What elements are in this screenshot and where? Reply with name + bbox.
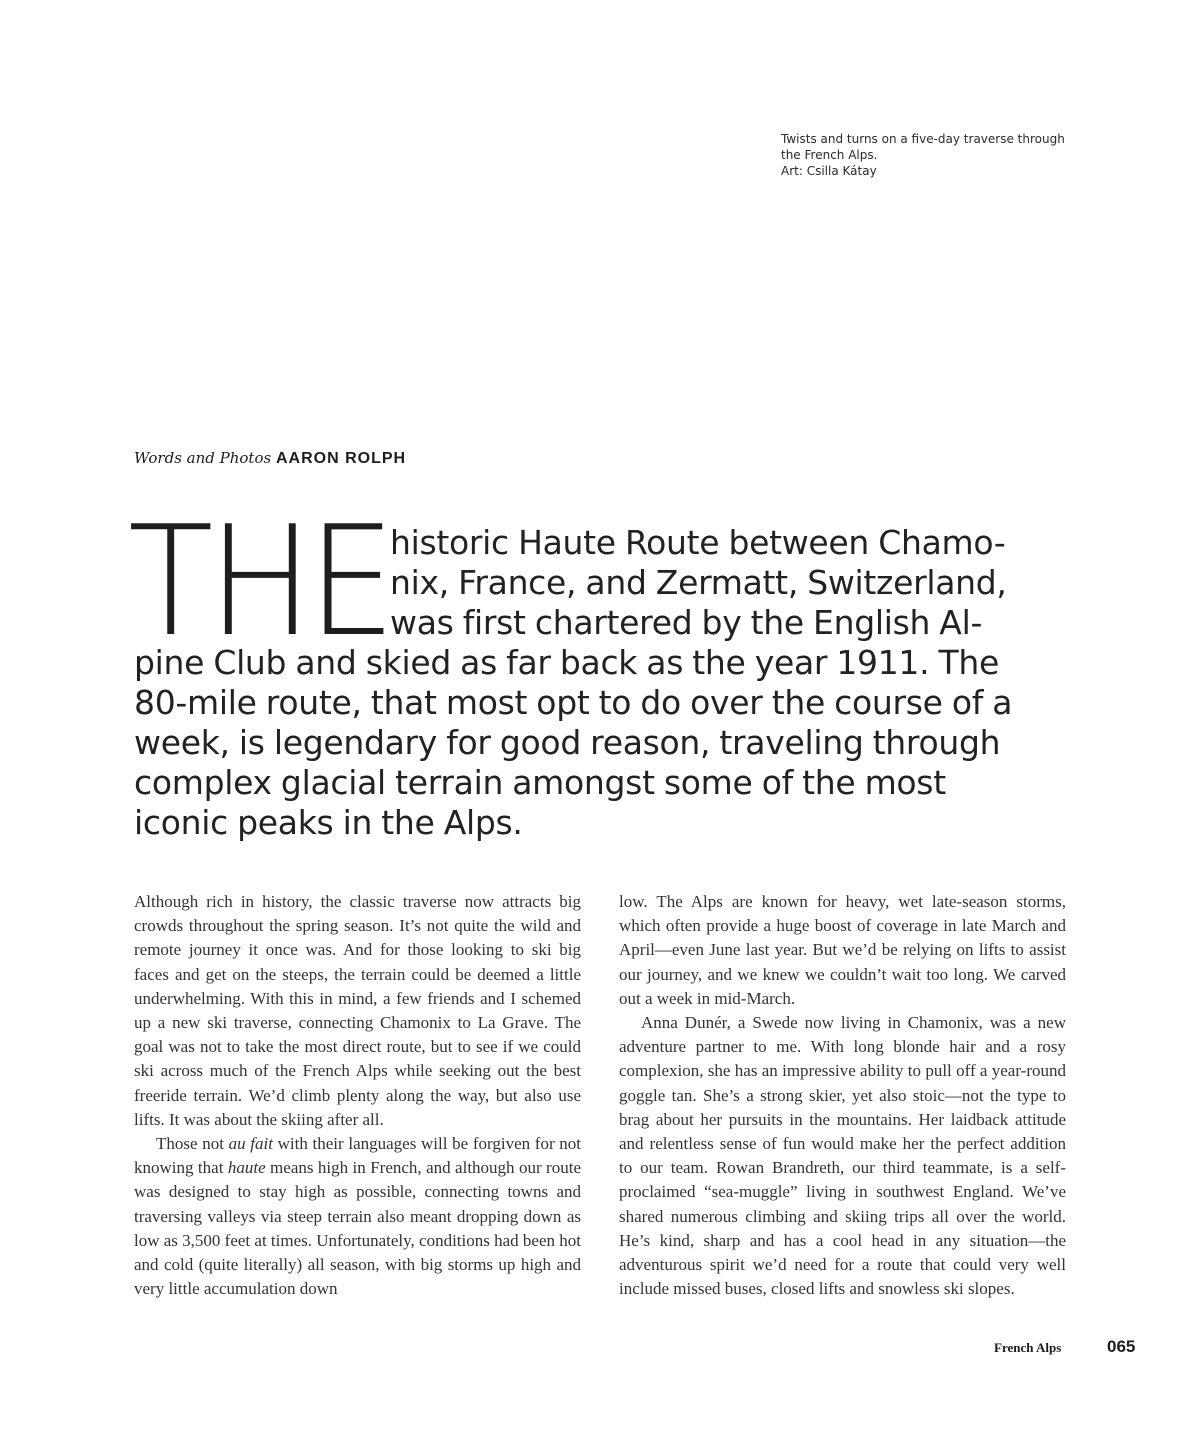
lead-line: was first chartered by the English Al- <box>390 603 983 642</box>
lead-line: complex glacial terrain amongst some of the most <box>134 763 946 802</box>
lead-line: pine Club and skied as far back as the year 1911. The <box>134 643 999 682</box>
byline-author: AARON ROLPH <box>275 450 407 467</box>
body-column-left <box>134 890 581 1301</box>
image-caption <box>781 131 1081 179</box>
page-number: 065 <box>1107 1337 1136 1356</box>
drop-cap: THE <box>128 493 391 670</box>
lead-line: iconic peaks in the Alps. <box>134 803 523 842</box>
lead-line: nix, France, and Zermatt, Switzerland, <box>390 563 1007 602</box>
lead-line: historic Haute Route between Chamo- <box>390 523 1006 562</box>
body-paragraph: Those not au fait with their languages will be forgiven for not knowing that haute means high in French, and although our route was designed to stay high as possible, connecting towns and traversing valleys via steep terrain also meant dropping down as low as 3,500 feet at times. Unfortunately, conditions had been hot and cold (quite literally) all season, with big storms up high and very little accumulation down <box>134 1134 582 1299</box>
caption-line: Twists and turns on a five-day traverse through <box>781 132 1065 146</box>
body-paragraph: Although rich in history, the classic traverse now attracts big crowds throughout the spring season. It’s not quite the wild and remote journey it once was. And for those looking to ski big faces and get on the steeps, the terrain could be deemed a little underwhelming. With this in mind, a few friends and I schemed up a new ski traverse, connecting Chamonix to La Grave. The goal was not to take the most direct route, but to see if we could ski across much of the French Alps while seeking out the best freeride terrain. We’d climb plenty along the way, but also use lifts. It was about the skiing after all. <box>134 892 581 1129</box>
lead-line: week, is legendary for good reason, traveling through <box>134 723 1001 762</box>
byline-prefix: Words and Photos <box>134 449 272 467</box>
byline <box>134 449 406 468</box>
body-paragraph: low. The Alps are known for heavy, wet late-season storms, which often provide a huge boost of coverage in late March and April—even June last year. But we’d be relying on lifts to assist our journey, and we knew we couldn’t wait too long. We carved out a week in mid-March. <box>619 892 1066 1008</box>
caption-line: the French Alps. <box>781 148 878 162</box>
caption-credit: Art: Csilla Kátay <box>781 164 877 178</box>
footer-section-title: French Alps <box>994 1340 1062 1355</box>
lead-line: 80-mile route, that most opt to do over the course of a <box>134 683 1013 722</box>
body-column-right <box>619 890 1066 1301</box>
body-paragraph: Anna Dunér, a Swede now living in Chamonix, was a new adventure partner to me. With long blonde hair and a rosy complexion, she has an impressive ability to pull off a year-round goggle tan. She’s a strong skier, yet also stoic—not the type to brag about her pursuits in the mountains. Her laidback attitude and relentless sense of fun would make her the perfect addition to our team. Rowan Brandreth, our third teammate, is a self-proclaimed “sea-muggle” living in southwest England. We’ve shared numerous climbing and skiing trips all over the world. He’s kind, sharp and has a cool head in any situation—the adventurous spirit we’d need for a route that could very well include missed buses, closed lifts and snowless ski slopes. <box>619 1013 1066 1299</box>
